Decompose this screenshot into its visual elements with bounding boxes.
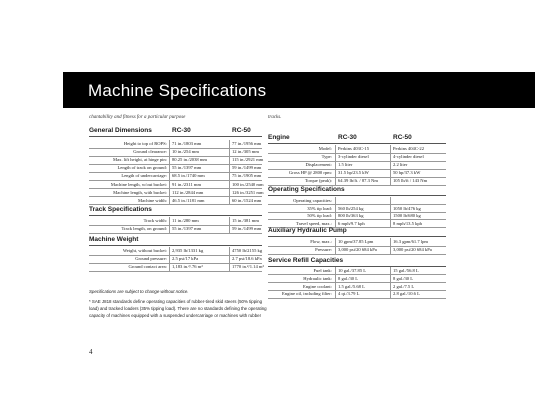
- model-header-rc50: RC-50: [232, 127, 251, 134]
- section-rule: [89, 136, 262, 137]
- section-heading: Engine: [268, 134, 290, 141]
- spec-value-rc30: 2,935 lb/1331 kg: [172, 248, 204, 253]
- spec-value-rc50: Perkins 404C-22: [393, 146, 425, 151]
- spec-value-rc30: 64.39 lb/ft. / 87.3 Nm: [338, 178, 378, 183]
- spec-value-rc30: 68.5 in./1740 mm: [172, 173, 205, 179]
- spec-value-rc50: 12 in./305 mm: [232, 149, 259, 155]
- spec-value-rc30: 10 gal./37.85 L: [338, 268, 367, 273]
- spec-label: Type:: [321, 154, 332, 159]
- spec-value-rc50: 4-cylinder diesel: [393, 154, 424, 159]
- spec-value-rc30: 11 in./280 mm: [172, 218, 199, 223]
- spec-value-rc50: 15 gal./56.8 L: [393, 268, 419, 273]
- spec-value-rc30: 10 gpm/37.85 Lpm: [338, 239, 374, 244]
- spec-value-rc50: 16.3 gpm/61.7 lpm: [393, 239, 428, 244]
- spec-value-rc30: 55 in./1397 mm: [172, 165, 202, 171]
- spec-value-rc50: 77 in./1956 mm: [232, 141, 262, 146]
- spec-label: Length of undercarriage:: [121, 173, 167, 179]
- spec-label: Engine coolant:: [303, 283, 332, 289]
- spec-label: Machine width:: [138, 197, 167, 203]
- spec-value-rc30: 31.5 hp/23.5 kW: [338, 170, 369, 175]
- spec-label: Machine length, w/out bucket:: [110, 181, 167, 187]
- spec-value-rc30: 6 mph/9.7 kph: [338, 220, 365, 226]
- spec-value-rc50: 2 gal./7.5 L: [393, 283, 415, 289]
- spec-label: 35% tip load:: [307, 205, 332, 211]
- section-rule: [268, 195, 446, 196]
- spec-note: Specifications are subject to change without notice.: [89, 289, 189, 294]
- section-heading: Machine Weight: [89, 236, 139, 243]
- section-rule: [268, 143, 446, 144]
- spec-label: Engine oil, including filter:: [281, 291, 332, 297]
- spec-value-rc50: 59 in./1499 mm: [232, 226, 262, 231]
- footnote-line: load) and tracked loaders (35% tipping load). There are no standards defining the operating: [89, 306, 267, 311]
- spec-value-rc50: 126 in./3251 mm: [232, 189, 264, 195]
- model-header-rc30: RC-30: [172, 127, 191, 134]
- spec-value-rc50: 1770 in.²/1.14 m²: [232, 264, 264, 270]
- spec-value-rc30: 46.5 in./1181 mm: [172, 197, 205, 203]
- spec-value-rc50: 8 gal./30 L: [393, 275, 414, 281]
- spec-value-rc50: 115 in./2921 mm: [232, 157, 264, 163]
- spec-value-rc30: Perkins 403C-15: [338, 146, 370, 151]
- spec-label: Length of track on ground:: [117, 165, 167, 171]
- spec-value-rc30: 3,000 psi/20 684 kPa: [338, 247, 377, 252]
- spec-value-rc50: 50 hp/37.3 kW: [393, 170, 421, 175]
- spec-value-rc50: 4750 lb/2155 kg: [232, 248, 263, 253]
- spec-label: Gross HP @ 2800 rpm:: [288, 170, 332, 175]
- spec-value-rc30: 560 lb/254 kg: [338, 205, 364, 211]
- model-header-rc30: RC-30: [338, 134, 357, 141]
- section-heading: Operating Specifications: [268, 186, 345, 193]
- spec-value-rc50: 15 in./381 mm: [232, 218, 259, 223]
- section-rule: [89, 215, 262, 216]
- spec-value-rc30: 91 in./2311 mm: [172, 181, 202, 187]
- spec-value-rc30: 2.5 psi/17 kPa: [172, 256, 199, 262]
- spec-value-rc30: 1,183 in.²/.76 m²: [172, 264, 203, 270]
- spec-label: Weight, without bucket:: [122, 248, 167, 253]
- spec-value-rc30: 80.25 in./2038 mm: [172, 157, 207, 163]
- spec-label: 50% tip load:: [307, 213, 332, 219]
- spec-label: Max. lift height, at hinge pin:: [113, 157, 167, 163]
- spec-value-rc30: 10 in./254 mm: [172, 149, 199, 155]
- intro-text-right: tracks.: [268, 115, 282, 120]
- spec-value-rc30: 800 lb/363 kg: [338, 213, 364, 219]
- spec-value-rc50: 8 mph/13.5 kph: [393, 220, 422, 226]
- spec-value-rc50: 1050 lb/476 kg: [393, 205, 421, 211]
- spec-label: Travel speed, max.:: [295, 220, 332, 226]
- spec-label: Displacement:: [305, 162, 332, 167]
- page-number: 4: [89, 348, 93, 356]
- spec-value-rc30: 112 in./2844 mm: [172, 189, 204, 195]
- spec-value-rc30: 1.5 gal./5.68 L: [338, 283, 365, 289]
- section-heading: Service Refill Capacities: [268, 257, 344, 264]
- section-rule: [89, 245, 262, 246]
- spec-label: Hydraulic tank:: [303, 275, 332, 281]
- intro-text-left: chantability and fitness for a particular purpose: [89, 115, 186, 120]
- spec-label: Model:: [318, 146, 332, 151]
- spec-value-rc30: 1.5 liter: [338, 162, 353, 167]
- spec-value-rc30: 71 in./1803 mm: [172, 141, 202, 146]
- section-heading: Auxiliary Hydraulic Pump: [268, 227, 347, 234]
- spec-value-rc50: 2.2 liter: [393, 162, 408, 167]
- section-heading: General Dimensions: [89, 127, 152, 134]
- spec-value-rc50: 75 in./1905 mm: [232, 173, 262, 179]
- spec-label: Fuel tank:: [313, 268, 332, 273]
- spec-value-rc50: 100 in./2540 mm: [232, 181, 264, 187]
- spec-value-rc30: 4 qt./3.79 L: [338, 291, 360, 297]
- spec-value-rc50: 60 in./1524 mm: [232, 197, 262, 203]
- spec-value-rc30: 55 in./1397 mm: [172, 226, 202, 231]
- spec-value-rc30: 3-cylinder diesel: [338, 154, 369, 159]
- spec-value-rc50: 3,000 psi/20 684 kPa: [393, 247, 432, 252]
- spec-value-rc50: 2.7 psi/18.6 kPa: [232, 256, 262, 262]
- spec-label: Track width:: [143, 218, 167, 223]
- footnote-line: * SAE J818 standards define operating capacities of rubber-tired skid steers (50% tipping: [89, 299, 263, 304]
- spec-value-rc50: 2.8 gal./10.6 L: [393, 291, 420, 297]
- section-heading: Track Specifications: [89, 206, 152, 213]
- spec-label: Ground clearance:: [133, 149, 167, 155]
- spec-value-rc50: 105 lb/ft / 143 Nm: [393, 178, 428, 183]
- spec-value-rc30: 8 gal./30 L: [338, 275, 359, 281]
- spec-label: Track length, on ground:: [121, 226, 167, 231]
- spec-label: Operating capacities:: [293, 198, 332, 203]
- spec-label: Ground pressure:: [135, 256, 167, 262]
- spec-label: Pressure:: [315, 247, 332, 252]
- spec-label: Machine length, with bucket:: [113, 189, 167, 195]
- spec-label: Torque (peak):: [304, 178, 332, 183]
- spec-label: Height to top of ROPS:: [123, 141, 167, 146]
- spec-label: Flow, max.:: [310, 239, 332, 244]
- spec-label: Ground contact area:: [128, 264, 167, 270]
- footnote-line: capacity of machines equipped with a suspended undercarriage or machines with rubber: [89, 313, 262, 318]
- section-rule: [268, 266, 446, 267]
- section-rule: [268, 236, 446, 237]
- page-title: Machine Specifications: [88, 81, 267, 100]
- spec-value-rc50: 1500 lb/680 kg: [393, 213, 421, 219]
- spec-value-rc50: 59 in./1499 mm: [232, 165, 262, 171]
- model-header-rc50: RC-50: [393, 134, 412, 141]
